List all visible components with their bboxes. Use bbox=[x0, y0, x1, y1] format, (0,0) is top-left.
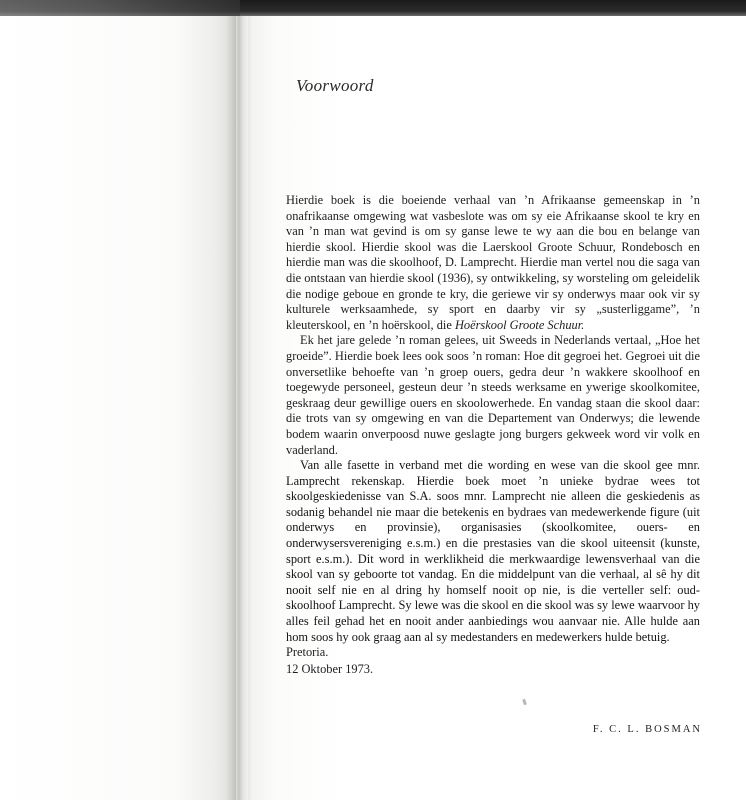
paragraph-1-text: Hierdie boek is die boeiende verhaal van ’n Afrikaanse gemeenskap in ’n onafrikaanse omgewing wat vasbeslote was om sy eie Afrikaanse skool te kry en van ’n man wat gevind is om sy ganse lewe te wy aan die bou en belange van hierdie skool. Hierdie skool was die Laerskool Groote Schuur, Rondebosch en hierdie man was die skoolhoof, D. Lamprecht. Hierdie man vertel nou die saga van die ontstaan van hierdie skool (1936), sy ontwikkeling, sy worsteling om geleidelik die nodige geboue en gronde te kry, die geriewe vir sy onderwys maar ook vir sy kulturele werksaamhede, sy sport en daarby vir sy „susterliggame”, ’n kleuterskool, en ’n hoërskool, die bbox=[286, 193, 700, 332]
school-title-italic: Hoërskool Groote Schuur. bbox=[454, 317, 585, 332]
date-line: 12 Oktober 1973. bbox=[286, 661, 374, 676]
book-gutter-shadow bbox=[226, 16, 252, 800]
place-line: Pretoria. bbox=[286, 645, 329, 660]
page-title: Voorwoord bbox=[296, 76, 374, 95]
left-blank-page bbox=[0, 16, 236, 800]
paragraph-2: Ek het jare gelede ’n roman gelees, uit Sweeds in Nederlands vertaal, „Hoe het groeide”. Hierdie boek lees ook soos ’n roman: Hoe dit gegroei het. Gegroei uit die onversetlike behoefte van ’n groep ouers, gedra deur ’n wakkere skoolhoof en toegewyde personeel, gesteun deur ’n steeds werksame en ywerige skoolkomitee, geskraag deur gewillige ouers en skoolowerhede. En vandag staan die skool daar: die trots van sy omgewing en van die Departement van Onderwys; die lewende bodem waarin onverpoosd nuwe geslagte jong burgers gekweek word vir volk en vaderland. bbox=[286, 333, 700, 457]
paragraph-3: Van alle fasette in verband met die wording en wese van die skool gee mnr. Lamprecht rekenskap. Hierdie boek moet ’n unieke bydrae wees tot skoolgeskiedenisse van S.A. soos mnr. Lamprecht nie alleen die geskiedenis as sodanig behandel nie maar die betekenis en bydraes van medewerkende figure (uit onderwys en provinsie), organisasies (skoolkomitee, ouers- en onderwysersvereniging e.s.m.) en die prestasies van die skool uiteensit (kunste, sport e.s.m.). Dit word in werklikheid die merkwaardige lewensverhaal van die skool van sy geboorte tot vandag. En die middelpunt van die verhaal, al sê hy dit nooit self nie en al dring hy homself nooit op nie, is die verteller self: oud-skoolhoof Lamprecht. Sy lewe was die skool en die skool was sy lewe waarvoor hy alles feil gehad het en nooit ander aanbiedings wou aanvaar nie. Alle hulde aan hom soos hy ook graag aan al sy medestanders en medewerkers hulde betuig. bbox=[286, 458, 700, 644]
foreword-body bbox=[286, 193, 700, 677]
scan-top-edge bbox=[0, 0, 746, 16]
author-signature: F. C. L. BOSMAN bbox=[592, 724, 702, 735]
paragraph-1 bbox=[286, 193, 700, 333]
